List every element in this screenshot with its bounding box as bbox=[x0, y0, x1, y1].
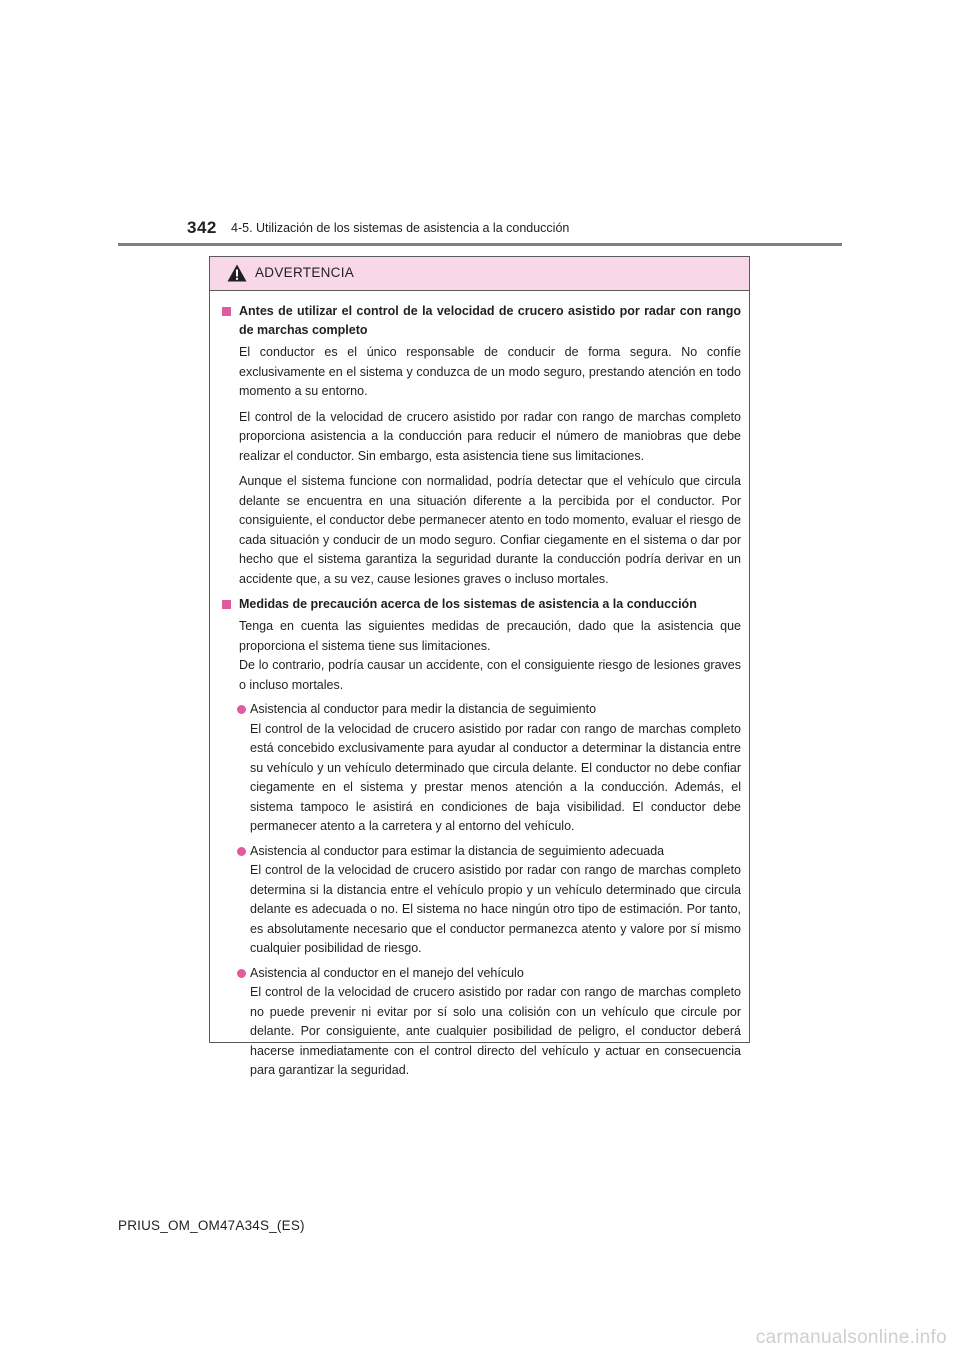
warning-item-heading-text: Medidas de precaución acerca de los sistemas de asistencia a la conducción bbox=[239, 597, 697, 611]
watermark: carmanualsonline.info bbox=[755, 1327, 947, 1348]
list-item bbox=[219, 964, 741, 1081]
square-bullet-icon bbox=[222, 600, 231, 609]
document-code: PRIUS_OM_OM47A34S_(ES) bbox=[118, 1218, 305, 1233]
paragraph: De lo contrario, podría causar un accidente, con el consiguiente riesgo de lesiones graves o incluso mortales. bbox=[239, 658, 741, 692]
list-item-title: Asistencia al conductor para estimar la distancia de seguimiento adecuada bbox=[250, 843, 665, 858]
section-title: 4-5. Utilización de los sistemas de asistencia a la conducción bbox=[231, 221, 570, 235]
warning-body bbox=[210, 291, 749, 1081]
list-item bbox=[219, 700, 741, 837]
square-bullet-icon bbox=[222, 307, 231, 316]
list-item-text: El control de la velocidad de crucero asistido por radar con rango de marchas completo está concebido exclusivamente para ayudar al conductor a determinar la distancia entre su vehículo y un vehículo determinado que circula delante. El conductor no debe confiar ciegamente en el sistema y prestar menos atención a la conducción. Además, el sistema tampoco le asistirá en condiciones de baja visibilidad. El conductor debe permanecer atento a la carretera y al entorno del vehículo. bbox=[250, 721, 741, 833]
round-bullet-icon bbox=[237, 705, 246, 714]
round-bullet-icon bbox=[237, 969, 246, 978]
header-divider bbox=[118, 243, 842, 246]
list-item-title: Asistencia al conductor para medir la distancia de seguimiento bbox=[250, 702, 597, 716]
paragraph: El control de la velocidad de crucero asistido por radar con rango de marchas completo proporciona asistencia a la conducción para reducir el número de maniobras que debe realizar el conductor. Sin embargo, esta asistencia tiene sus limitaciones. bbox=[239, 409, 741, 463]
round-bullet-icon bbox=[237, 847, 246, 856]
page-number: 342 bbox=[187, 218, 217, 237]
warning-header bbox=[210, 257, 749, 291]
warning-box bbox=[209, 256, 750, 1077]
warning-title: ADVERTENCIA bbox=[255, 265, 355, 280]
warning-item-heading-text: Antes de utilizar el control de la velocidad de crucero asistido por radar con rango de marchas completo bbox=[239, 304, 741, 337]
list-item-text: El control de la velocidad de crucero asistido por radar con rango de marchas completo determina si la distancia entre el vehículo propio y un vehículo determinado que circula delante es adecuada o no. El sistema no hace ningún otro tipo de estimación. Por tanto, es absolutamente necesario que el conductor permanezca atento y valore por sí mismo cualquier posibilidad de riesgo. bbox=[250, 863, 741, 955]
list-item bbox=[219, 842, 741, 959]
warning-item-heading bbox=[219, 595, 741, 614]
paragraph: Aunque el sistema funcione con normalidad, podría detectar que el vehículo que circula delante se encuentra en una situación diferente a la percibida por el conductor. Por consiguiente, el conductor debe permanecer atento en todo momento, evaluar el riesgo de cada situación y conducir de un modo seguro. Confiar ciegamente en el sistema o dar por hecho que el sistema garantiza la seguridad durante la conducción podría derivar en un accidente que, a su vez, cause lesiones graves o incluso mortales. bbox=[239, 474, 741, 586]
warning-item-heading bbox=[219, 302, 741, 340]
list-item-title: Asistencia al conductor en el manejo del vehículo bbox=[250, 965, 524, 980]
paragraph: El conductor es el único responsable de conducir de forma segura. No confíe exclusivamente en el sistema y conduzca de un modo seguro, prestando atención en todo momento a su entorno. bbox=[239, 345, 741, 398]
list-item-text: El control de la velocidad de crucero asistido por radar con rango de marchas completo no puede prevenir ni evitar por sí solo una colisión con un vehículo que circule por delante. Por consiguiente, ante cualquier posibilidad de peligro, el conductor deberá hacerse inmediatamente con el control directo del vehículo y actuar en consecuencia para garantizar la seguridad. bbox=[250, 985, 741, 1077]
warning-triangle-icon bbox=[227, 264, 247, 282]
paragraph: Tenga en cuenta las siguientes medidas de precaución, dado que la asistencia que proporciona el sistema tiene sus limitaciones. bbox=[239, 619, 741, 653]
